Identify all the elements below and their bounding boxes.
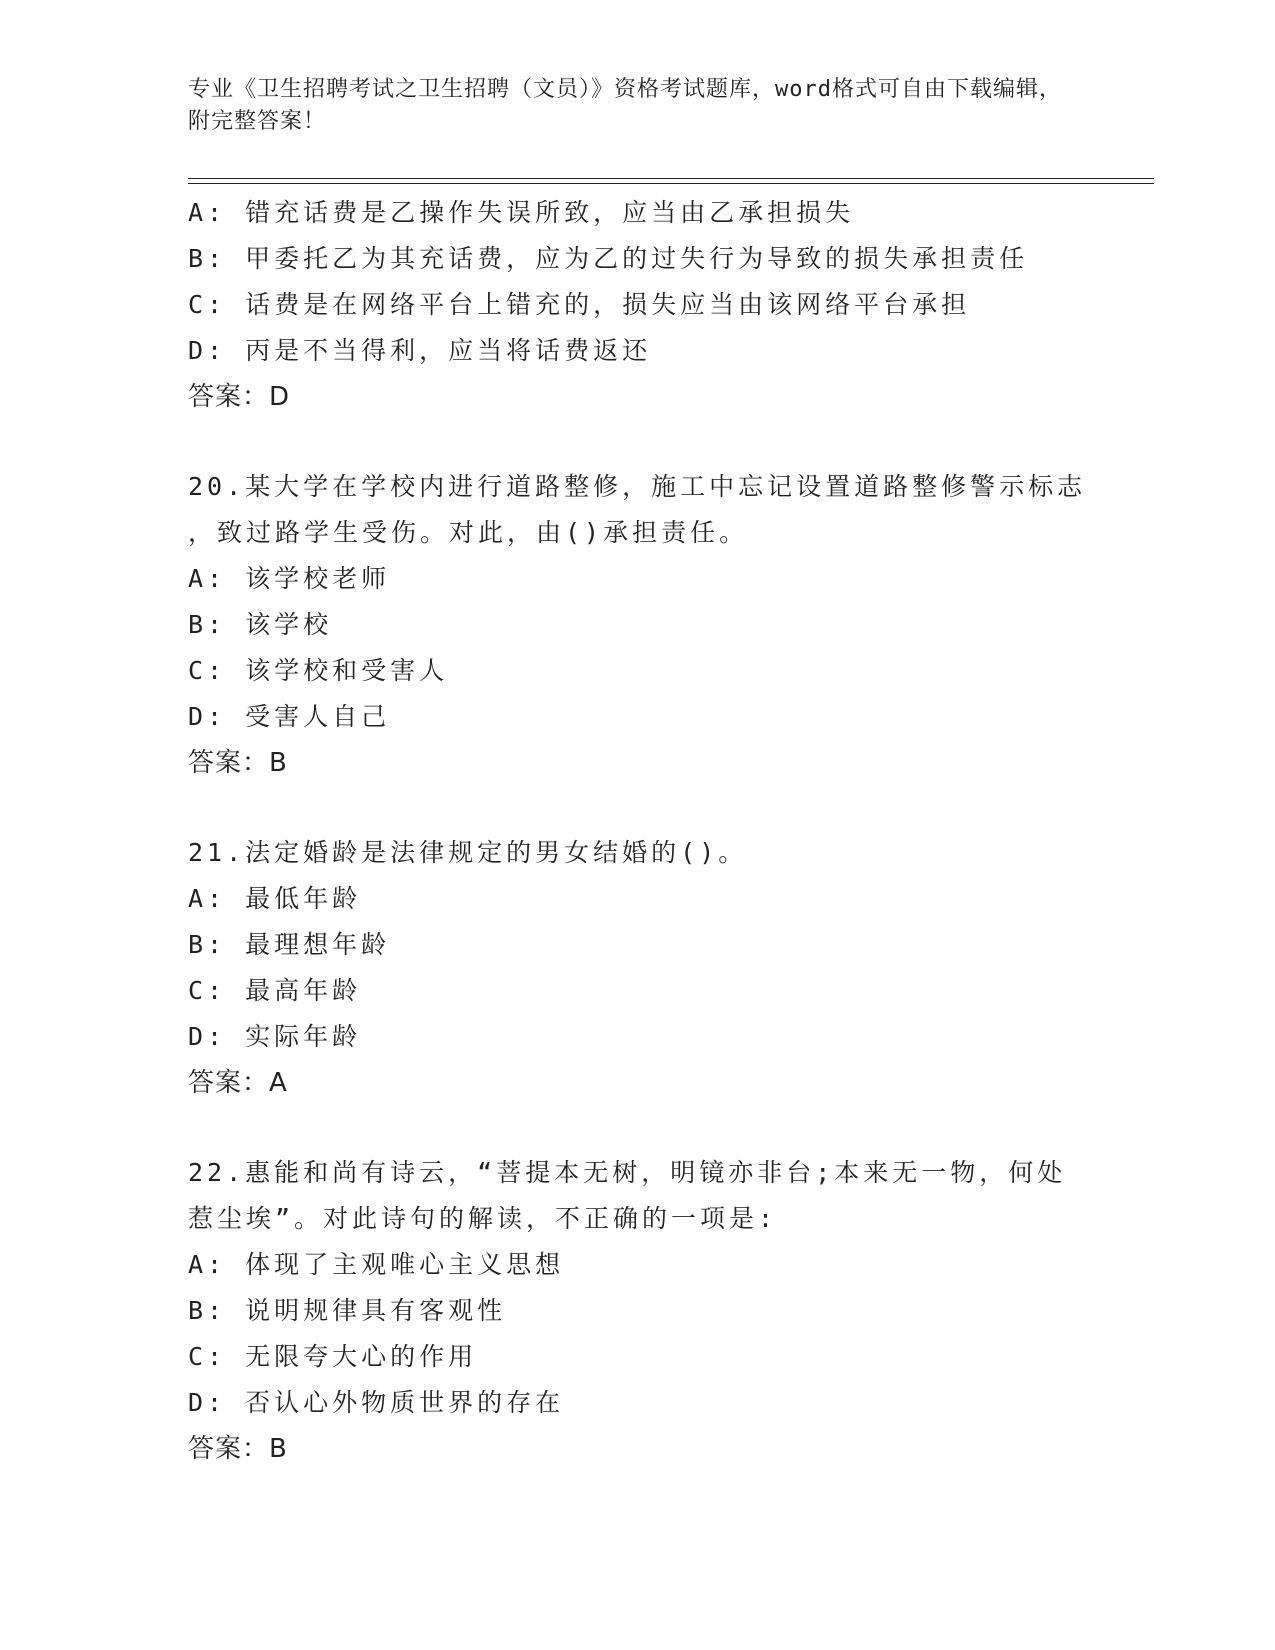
question-spacer <box>188 786 1088 830</box>
question-22-option-b: B: 说明规律具有客观性 <box>188 1296 507 1325</box>
question-22-stem-line-2: 惹尘埃”。对此诗句的解读，不正确的一项是: <box>188 1204 778 1233</box>
question-20-option-a: A: 该学校老师 <box>188 564 391 593</box>
header-divider-top <box>188 178 1154 179</box>
question-19-option-c: C: 话费是在网络平台上错充的，损失应当由该网络平台承担 <box>188 290 971 319</box>
question-20-stem-line-1: 20.某大学在学校内进行道路整修，施工中忘记设置道路整修警示标志 <box>188 472 1087 501</box>
question-20 <box>188 464 1088 786</box>
question-22-stem-line-1: 22.惠能和尚有诗云，“菩提本无树，明镜亦非台;本来无一物，何处 <box>188 1158 1067 1187</box>
question-22-answer: 答案：B <box>188 1434 288 1464</box>
question-20-option-d: D: 受害人自己 <box>188 702 391 731</box>
question-20-answer: 答案：B <box>188 748 288 778</box>
question-19-option-b: B: 甲委托乙为其充话费，应为乙的过失行为导致的损失承担责任 <box>188 244 1029 273</box>
question-22-option-a: A: 体现了主观唯心主义思想 <box>188 1250 565 1279</box>
question-21-option-a: A: 最低年龄 <box>188 884 362 913</box>
question-22-option-c: C: 无限夸大心的作用 <box>188 1342 478 1371</box>
question-20-stem-line-2: ，致过路学生受伤。对此，由()承担责任。 <box>188 518 749 547</box>
question-22-option-d: D: 否认心外物质世界的存在 <box>188 1388 565 1417</box>
question-20-option-b: B: 该学校 <box>188 610 333 639</box>
question-21-stem-line-1: 21.法定婚龄是法律规定的男女结婚的()。 <box>188 838 748 867</box>
question-19 <box>188 190 1088 420</box>
document-header: 专业《卫生招聘考试之卫生招聘（文员）》资格考试题库，word格式可自由下载编辑，附完整答案！ <box>188 77 1062 134</box>
question-21 <box>188 830 1088 1106</box>
question-spacer <box>188 1106 1088 1150</box>
question-19-option-d: D: 丙是不当得利，应当将话费返还 <box>188 336 652 365</box>
question-list <box>188 190 1088 1472</box>
header-divider-bottom <box>188 183 1154 184</box>
question-19-answer: 答案：D <box>188 382 291 412</box>
question-20-option-c: C: 该学校和受害人 <box>188 656 449 685</box>
question-spacer <box>188 420 1088 464</box>
question-21-option-c: C: 最高年龄 <box>188 976 362 1005</box>
question-19-option-a: A: 错充话费是乙操作失误所致，应当由乙承担损失 <box>188 198 855 227</box>
question-21-answer: 答案：A <box>188 1068 288 1098</box>
question-21-option-d: D: 实际年龄 <box>188 1022 362 1051</box>
question-21-option-b: B: 最理想年龄 <box>188 930 391 959</box>
question-22 <box>188 1150 1088 1472</box>
